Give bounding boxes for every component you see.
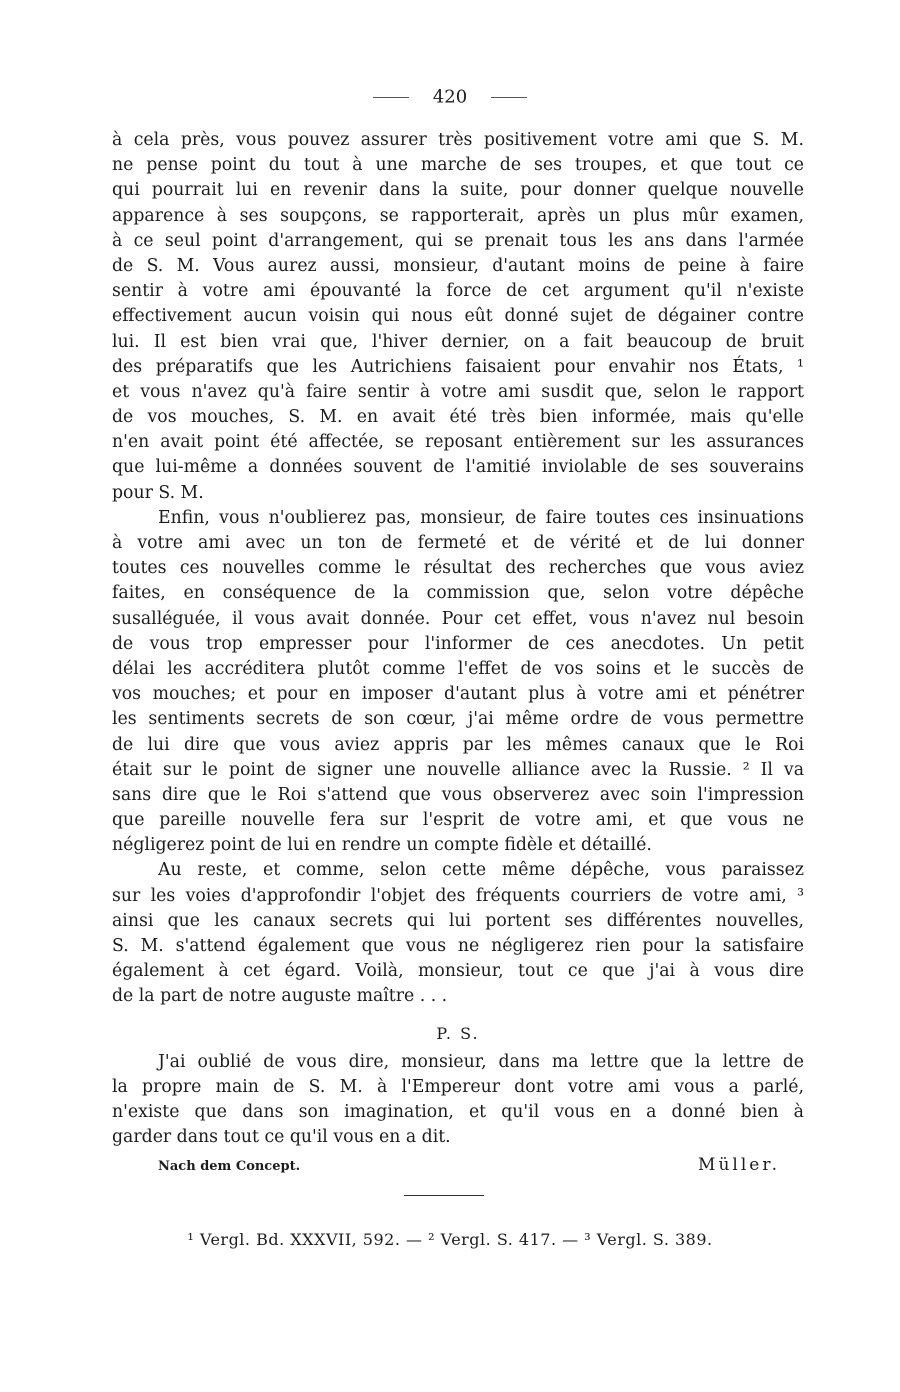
header-rule-left	[373, 97, 409, 98]
text-line: de S. M. Vous aurez aussi, monsieur, d'autant moins de peine à faire	[112, 255, 804, 276]
letter-paragraphs	[112, 128, 804, 1010]
text-line: S. M. s'attend également que vous ne négligerez rien pour la satisfaire	[112, 936, 804, 956]
text-line: sur les voies d'approfondir l'objet des fréquents courriers de votre ami, ³	[112, 885, 804, 906]
text-line: à cela près, vous pouvez assurer très positivement votre ami que S. M.	[112, 130, 804, 150]
source-note: Nach dem Concept.	[158, 1158, 301, 1174]
ps-line: J'ai oublié de vous dire, monsieur, dans ma lettre que la lettre de	[158, 1051, 804, 1072]
signature: Müller.	[698, 1154, 780, 1175]
text-line: et vous n'avez qu'à faire sentir à votre ami susdit que, selon le rapport	[112, 381, 804, 402]
text-line: apparence à ses soupçons, se rapporterait, après un plus mûr examen,	[112, 205, 804, 226]
text-line: lui. Il est bien vrai que, l'hiver dernier, on a fait beaucoup de bruit	[112, 331, 804, 352]
text-line: sentir à votre ami épouvanté la force de cet argument qu'il n'existe	[112, 281, 804, 302]
text-line: effectivement aucun voisin qui nous eût donné sujet de dégainer contre	[112, 306, 804, 327]
footnote-rule	[404, 1195, 484, 1196]
text-line: ainsi que les canaux secrets qui lui portent ses différentes nouvelles,	[112, 910, 804, 931]
text-line: faites, en conséquence de la commission que, selon votre dépêche	[112, 583, 804, 604]
ps-line: garder dans tout ce qu'il vous en a dit.	[112, 1127, 451, 1148]
page-number: 420	[432, 86, 468, 108]
text-line: négligerez point de lui en rendre un compte fidèle et détaillé.	[112, 835, 652, 856]
header-rule-right	[491, 97, 527, 98]
text-line: susalléguée, il vous avait donnée. Pour cet effet, vous n'avez nul besoin	[112, 608, 804, 629]
text-line: que pareille nouvelle fera sur l'esprit de votre ami, et que vous ne	[112, 810, 804, 831]
text-line: des préparatifs que les Autrichiens faisaient pour envahir nos États, ¹	[112, 356, 804, 377]
letter-body	[112, 128, 804, 1183]
text-line: Enfin, vous n'oublierez pas, monsieur, de faire toutes ces insinuations	[158, 507, 804, 528]
closing-row	[112, 1153, 804, 1183]
text-line: n'en avait point été affectée, se reposant entièrement sur les assurances	[112, 432, 804, 453]
text-line: que lui-même a données souvent de l'amitié inviolable de ses souverains	[112, 457, 804, 478]
text-line: ne pense point du tout à une marche de ses troupes, et que tout ce	[112, 155, 804, 176]
text-line: Au reste, et comme, selon cette même dépêche, vous paraissez	[158, 860, 804, 881]
footnotes: ¹ Vergl. Bd. XXXVII, 592. — ² Vergl. S. 417. — ³ Vergl. S. 389.	[187, 1230, 713, 1249]
text-line: de lui dire que vous aviez appris par les mêmes canaux que le Roi	[112, 734, 804, 755]
text-line: également à cet égard. Voilà, monsieur, tout ce que j'ai à vous dire	[112, 961, 804, 982]
ps-heading: P. S.	[436, 1023, 480, 1043]
text-line: de vous trop empresser pour l'informer de ces anecdotes. Un petit	[112, 633, 804, 654]
ps-line: la propre main de S. M. à l'Empereur dont votre ami vous a parlé,	[112, 1076, 804, 1097]
text-line: pour S. M.	[112, 482, 204, 503]
text-line: délai les accréditera plutôt comme l'effet de vos soins et le succès de	[112, 658, 804, 679]
postscript	[112, 1050, 804, 1151]
text-line: sans dire que le Roi s'attend que vous observerez avec soin l'impression	[112, 784, 804, 805]
text-line: était sur le point de signer une nouvelle alliance avec la Russie. ² Il va	[112, 759, 804, 780]
text-line: de vos mouches, S. M. en avait été très bien informée, mais qu'elle	[112, 407, 804, 428]
text-line: toutes ces nouvelles comme le résultat des recherches que vous aviez	[112, 558, 804, 579]
text-line: qui pourrait lui en revenir dans la suite, pour donner quelque nouvelle	[112, 180, 804, 201]
text-line: à votre ami avec un ton de fermeté et de vérité et de lui donner	[112, 533, 804, 553]
text-line: à ce seul point d'arrangement, qui se prenait tous les ans dans l'armée	[112, 230, 804, 251]
text-line: vos mouches; et pour en imposer d'autant plus à votre ami et pénétrer	[112, 684, 804, 705]
page-header	[0, 86, 900, 108]
ps-line: n'existe que dans son imagination, et qu'il vous en a donné bien à	[112, 1102, 804, 1123]
text-line: les sentiments secrets de son cœur, j'ai même ordre de vous permettre	[112, 709, 804, 730]
text-line: de la part de notre auguste maître . . .	[112, 986, 448, 1007]
